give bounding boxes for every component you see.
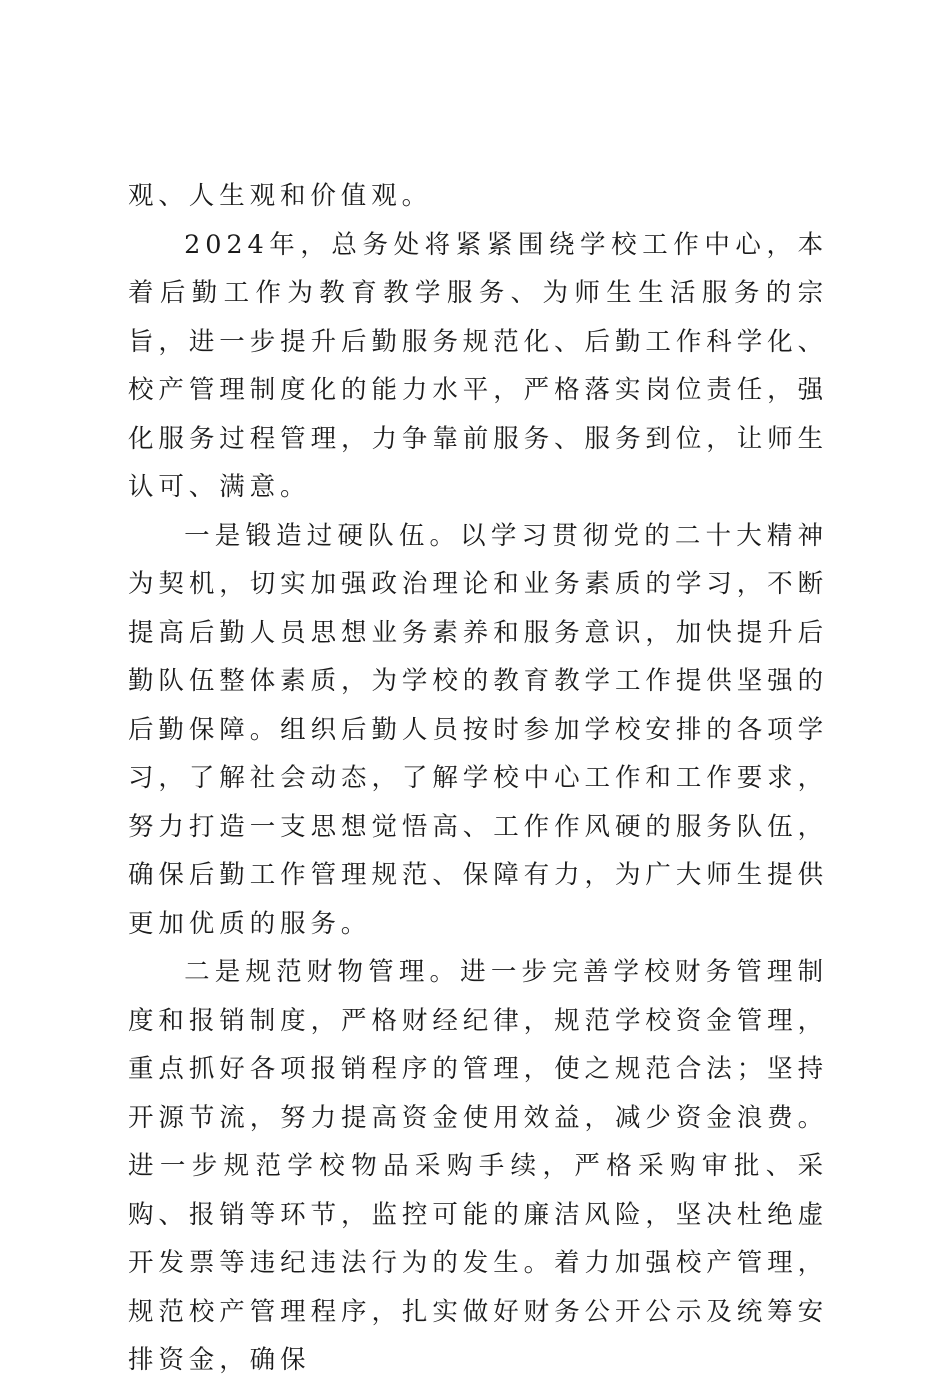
paragraph-point-1: 一是锻造过硬队伍。以学习贯彻党的二十大精神为契机，切实加强政治理论和业务素质的学习，不断提高后勤人员思想业务素养和服务意识，加快提升后勤队伍整体素质，为学校的教育教学工作提供坚强的后勤保障。组织后勤人员按时参加学校安排的各项学习，了解社会动态，了解学校中心工作和工作要求，努力打造一支思想觉悟高、工作作风硬的服务队伍，确保后勤工作管理规范、保障有力，为广大师生提供更加优质的服务。 xyxy=(128,520,828,939)
paragraph-point-2: 二是规范财物管理。进一步完善学校财务管理制度和报销制度，严格财经纪律，规范学校资金管理，重点抓好各项报销程序的管理，使之规范合法；坚持开源节流，努力提高资金使用效益，减少资金浪费。进一步规范学校物品采购手续，严格采购审批、采购、报销等环节，监控可能的廉洁风险，坚决杜绝虚开发票等违纪违法行为的发生。着力加强校产管理，规范校产管理程序，扎实做好财务公开公示及统筹安排资金，确保 xyxy=(128,957,828,1375)
document-body xyxy=(128,172,828,1385)
paragraph-continuation: 观、人生观和价值观。 xyxy=(128,181,433,211)
paragraph-intro: 2024年，总务处将紧紧围绕学校工作中心，本着后勤工作为教育教学服务、为师生生活服务的宗旨，进一步提升后勤服务规范化、后勤工作科学化、校产管理制度化的能力水平，严格落实岗位责任，强化服务过程管理，力争靠前服务、服务到位，让师生认可、满意。 xyxy=(128,229,828,502)
